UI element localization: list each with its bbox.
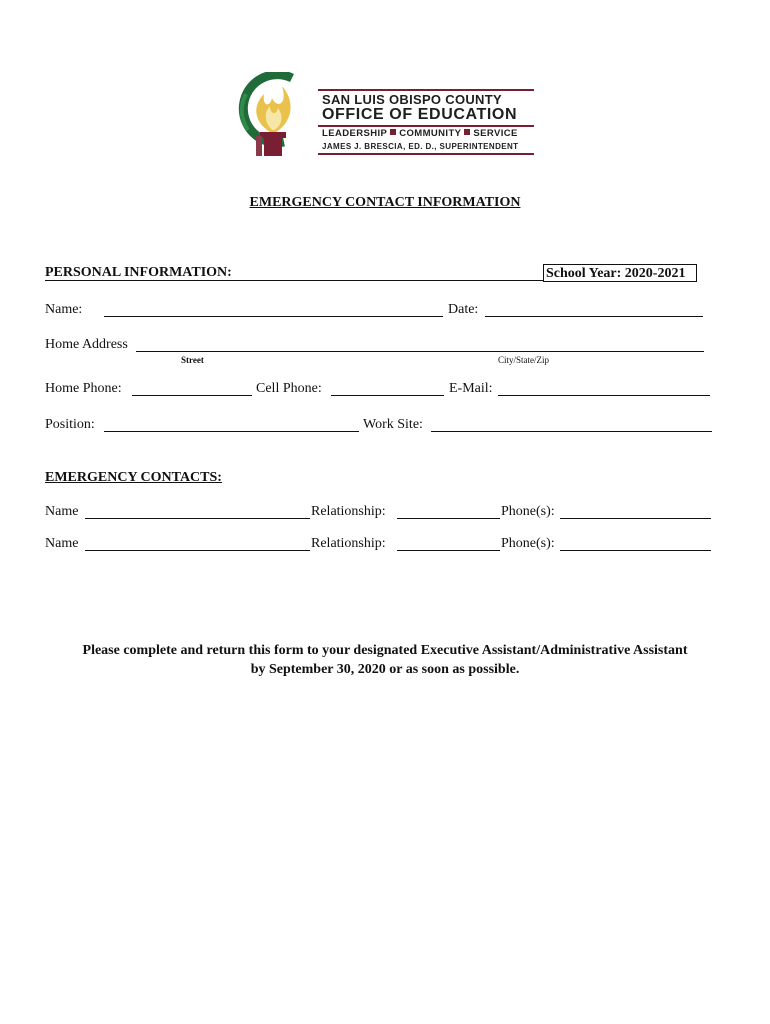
contact-2-phone-field[interactable] xyxy=(560,550,711,551)
home-address-field[interactable] xyxy=(136,351,704,352)
contact-2-relationship-field[interactable] xyxy=(397,550,500,551)
cell-phone-label: Cell Phone: xyxy=(256,381,322,396)
email-field[interactable] xyxy=(498,395,710,396)
date-field[interactable] xyxy=(485,316,703,317)
contact-2-name-field[interactable] xyxy=(85,550,310,551)
tagline-community: COMMUNITY xyxy=(399,128,462,139)
tagline-service: SERVICE xyxy=(473,128,518,139)
logo-torch-icon xyxy=(236,72,306,160)
email-label: E-Mail: xyxy=(449,381,493,396)
city-state-zip-caption: City/State/Zip xyxy=(498,355,549,365)
work-site-label: Work Site: xyxy=(363,417,423,432)
street-caption: Street xyxy=(181,355,204,365)
name-field[interactable] xyxy=(104,316,443,317)
instructions-line-2: by September 30, 2020 or as soon as possible. xyxy=(250,662,520,677)
work-site-field[interactable] xyxy=(431,431,712,432)
contact-1-phone-field[interactable] xyxy=(560,518,711,519)
position-field[interactable] xyxy=(104,431,359,432)
emergency-contacts-heading: EMERGENCY CONTACTS: xyxy=(45,470,222,485)
page-title: EMERGENCY CONTACT INFORMATION xyxy=(249,195,521,210)
instructions-line-1: Please complete and return this form to your designated Executive Assistant/Administrative Assistant xyxy=(82,643,688,658)
tagline-leadership: LEADERSHIP xyxy=(322,128,388,139)
logo-mid-rule xyxy=(318,125,534,127)
personal-info-heading: PERSONAL INFORMATION: xyxy=(45,265,232,280)
logo-tagline xyxy=(322,128,518,139)
school-year-box: School Year: 2020-2021 xyxy=(543,264,697,282)
contact-2-name-label: Name xyxy=(45,536,79,551)
logo-superintendent: JAMES J. BRESCIA, ED. D., SUPERINTENDENT xyxy=(322,142,519,151)
logo-bottom-rule xyxy=(318,153,534,155)
logo-county-name: SAN LUIS OBISPO COUNTY xyxy=(322,92,502,107)
personal-info-heading-rule xyxy=(45,280,543,281)
home-phone-field[interactable] xyxy=(132,395,252,396)
logo-top-rule xyxy=(318,89,534,91)
cell-phone-field[interactable] xyxy=(331,395,444,396)
contact-2-relationship-label: Relationship: xyxy=(311,536,386,551)
home-phone-label: Home Phone: xyxy=(45,381,122,396)
date-label: Date: xyxy=(448,302,479,317)
contact-1-phone-label: Phone(s): xyxy=(501,504,555,519)
logo-office-name: OFFICE OF EDUCATION xyxy=(322,106,518,123)
contact-2-phone-label: Phone(s): xyxy=(501,536,555,551)
contact-1-relationship-label: Relationship: xyxy=(311,504,386,519)
home-address-label: Home Address xyxy=(45,337,128,352)
name-label: Name: xyxy=(45,302,83,317)
contact-1-relationship-field[interactable] xyxy=(397,518,500,519)
contact-1-name-label: Name xyxy=(45,504,79,519)
contact-1-name-field[interactable] xyxy=(85,518,310,519)
position-label: Position: xyxy=(45,417,95,432)
